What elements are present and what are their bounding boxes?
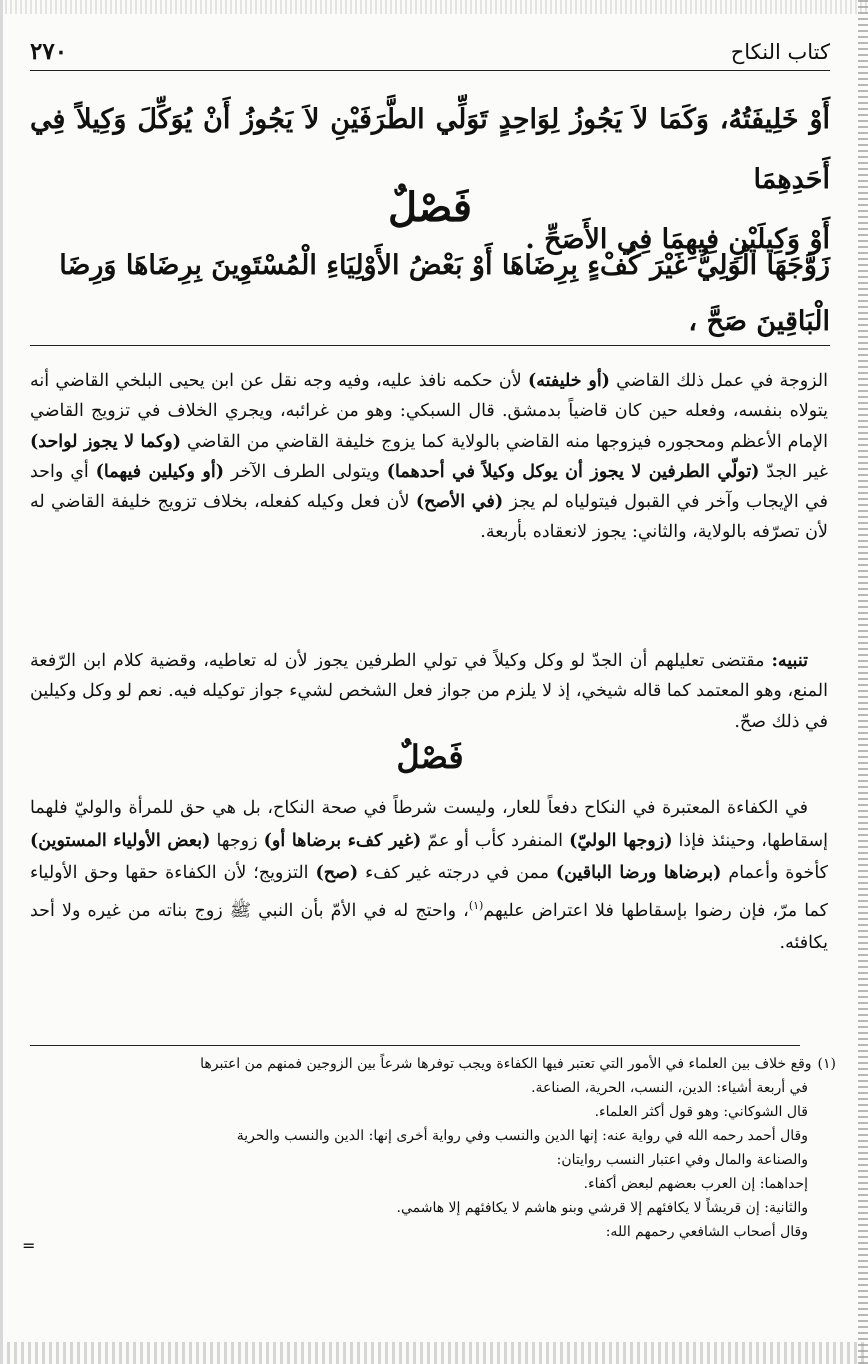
quoted-matn: (زوجها الوليّ) — [569, 830, 673, 851]
footnote-line-3: قال الشوكاني: وهو قول أكثر العلماء. — [594, 1104, 808, 1120]
matn-2-line-2: الْبَاقِينَ صَحَّ ، — [688, 306, 830, 337]
section-heading-fasl-2: فَصْلٌ — [396, 738, 464, 776]
page-header — [30, 38, 830, 72]
footnote-line-2: في أربعة أشياء: الدين، النسب، الحرية، الصناعة. — [531, 1080, 808, 1096]
matn-block-2 — [30, 238, 830, 350]
quoted-matn: (تولّي الطرفين لا يجوز أن يوكل وكيلاً في أحدهما) — [386, 461, 760, 482]
matn-1-line-1: أَوْ خَلِيفَتُهُ، وَكَمَا لاَ يَجُوزُ لِوَاحِدٍ تَوَلِّي الطَّرَفَيْنِ لاَ يَجُوزُ أَنْ يُوَكِّلَ وَكِيلاً فِي أَحَدِهِمَا — [30, 104, 830, 195]
scan-edge-right — [858, 0, 868, 1364]
section-heading-fasl-1: فَصْلٌ — [387, 184, 473, 231]
matn-2-line-1: زَوَّجَهَا الْوَلِيُّ غَيْرَ كُفْءٍ بِرِضَاهَا أَوْ بَعْضُ الأَوْلِيَاءِ الْمُسْتَوِينَ بِرِضَاهَا وَرِضَا — [59, 250, 830, 281]
quoted-matn: (وكما لا يجوز لواحد) — [30, 431, 182, 452]
footnote-line-6: إحداهما: إن العرب بعضهم لبعض أكفاء. — [583, 1176, 808, 1192]
footnote-number: (١) — [817, 1056, 836, 1072]
footnote-divider — [30, 1045, 800, 1046]
quoted-matn: (أو وكيلين فيهما) — [95, 461, 224, 482]
footnote-line-7: والثانية: إن قريشاً لا يكافئهم إلا قرشي وبنو هاشم لا يكافئهم إلا هاشمي. — [396, 1200, 808, 1216]
matn-1-line-2: أَوْ وَكِيلَيْنِ فِيهِمَا فِي الأَصَحِّ . — [525, 224, 830, 255]
commentary-paragraph-2: في الكفاءة المعتبرة في النكاح دفعاً للعار، وليست شرطاً في صحة النكاح، بل هي حق للمرأة والوليّ فلهما إسقاطها، وحينئذ فإذا (زوجها الوليّ) المنفرد كأب أو عمّ (غير كفء برضاها أو) زوجها (بعض الأولياء المستوين) كأخوة وأعمام (برضاها ورضا الباقين) ممن في درجته غير كفء (صح) التزويج؛ لأن الكفاءة حقها وحق الأولياء كما مرّ، فإن رضوا بإسقاطها فلا اعتراض عليهم$^{(١)}$، واحتج له في الأمّ بأن النبي ﷺ زوج بناته من غيره ولا أحد يكافئه. — [30, 798, 828, 953]
matn-divider — [30, 345, 830, 346]
quoted-matn: (برضاها ورضا الباقين) — [555, 863, 722, 883]
footnote-reference[interactable]: (١) — [468, 898, 484, 912]
header-rule — [30, 70, 830, 71]
tanbih-label: تنبيه: — [771, 651, 808, 671]
footnote-line-4: وقال أحمد رحمه الله في رواية عنه: إنها الدين والنسب وفي رواية أخرى إنها: الدين والنسب والحرية — [236, 1128, 808, 1144]
quoted-matn: (أو خليفته) — [527, 371, 610, 391]
page-number: ٢٧٠ — [30, 38, 68, 65]
quoted-matn: (صح) — [315, 863, 359, 883]
continuation-mark: = — [22, 1236, 36, 1255]
tanbih-paragraph: تنبيه: مقتضى تعليلهم أن الجدّ لو وكل وكيلاً في تولي الطرفين يجوز لأن له تعاطيه، وقضية كلام ابن الرّفعة المنع، وهو المعتمد كما قاله شيخي، إذ لا يلزم من جواز فعل الشخص لشيء جواز توكيله فيه. نعم لو وكل وكيلين في ذلك صحّ. — [30, 651, 828, 732]
scan-edge-top — [0, 0, 868, 14]
running-title: كتاب النكاح — [730, 40, 830, 64]
quoted-matn: (في الأصح) — [415, 492, 504, 513]
footnote-line-5: والصناعة والمال وفي اعتبار النسب روايتان: — [556, 1152, 808, 1168]
footnotes-block — [30, 1052, 836, 1244]
scan-edge-left — [0, 0, 3, 1364]
quoted-matn: (غير كفء برضاها أو) — [263, 830, 422, 851]
commentary-paragraph-1: الزوجة في عمل ذلك القاضي (أو خليفته) لأن حكمه نافذ عليه، وفيه وجه نقل عن ابن يحيى البلخي القاضي أنه يتولاه بنفسه، وفعله حين كان قاضياً بدمشق. قال السبكي: وهو من غرائبه، ويجري الخلاف في تزويج القاضي الإمام الأعظم ومحجوره فيزوجها منه القاضي بالولاية كما يزوج خليفة القاضي من القاضي (وكما لا يجوز لواحد) غير الجدّ (تولّي الطرفين لا يجوز أن يوكل وكيلاً في أحدهما) ويتولى الطرف الآخر (أو وكيلين فيهما) أي واحد في الإيجاب وآخر في القبول فيتولياه لم يجز (في الأصح) لأن فعل وكيله كفعله، بخلاف تزويج خليفة القاضي له لأن تصرّفه بالولاية، والثاني: يجوز لانعقاده بأربعة. — [30, 371, 828, 543]
footnote-line-8: وقال أصحاب الشافعي رحمهم الله: — [605, 1224, 808, 1240]
quoted-matn: (بعض الأولياء المستوين) — [30, 830, 211, 851]
footnote-line-1: (١)وقع خلاف بين العلماء في الأمور التي تعتبر فيها الكفاءة ويجب توفرها شرعاً بين الزوجين فمنهم من اعتبرها — [30, 1052, 836, 1076]
scan-edge-bottom — [0, 1342, 868, 1364]
